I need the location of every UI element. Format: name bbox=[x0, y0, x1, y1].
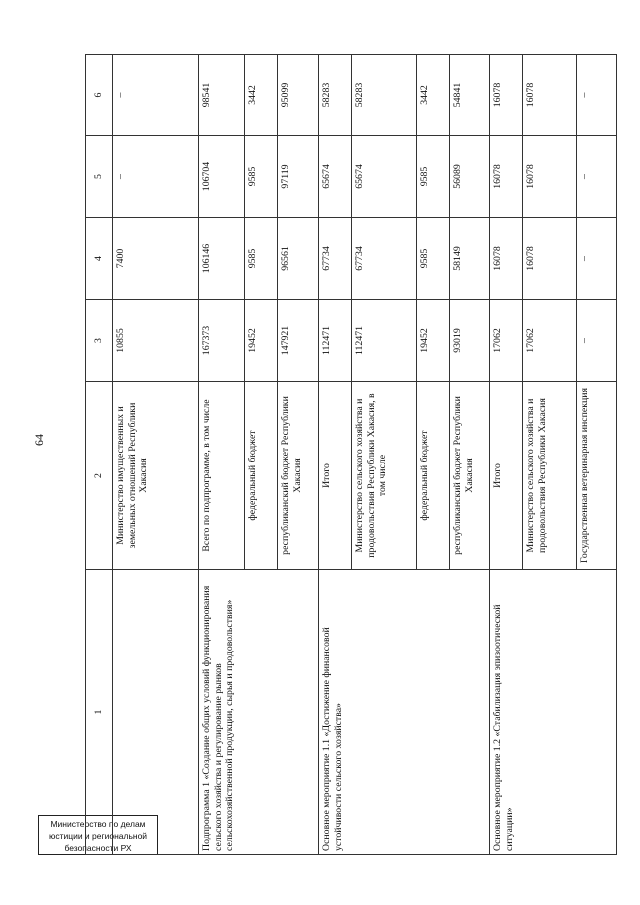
value-cell: 67734 bbox=[352, 218, 417, 300]
value-cell: 96561 bbox=[278, 218, 319, 300]
value-cell: 65674 bbox=[319, 136, 352, 218]
column-header: 1 bbox=[86, 570, 113, 855]
table-row bbox=[199, 55, 245, 855]
value-cell: 54841 bbox=[450, 55, 490, 136]
value-cell: – bbox=[113, 55, 199, 136]
table-row bbox=[490, 55, 523, 855]
value-cell: 16078 bbox=[523, 136, 577, 218]
budget-table bbox=[85, 54, 617, 855]
value-cell: – bbox=[577, 300, 617, 382]
value-cell: 67734 bbox=[319, 218, 352, 300]
program-cell: Основное мероприятие 1.2 «Стабилизация эпизоотической ситуации» bbox=[490, 570, 617, 855]
executor-cell: Итого bbox=[490, 382, 523, 570]
program-cell: Основное мероприятие 1.1 «Достижение финансовой устойчивости сельского хозяйства» bbox=[319, 570, 490, 855]
value-cell: 3442 bbox=[417, 55, 450, 136]
value-cell: 16078 bbox=[490, 218, 523, 300]
program-cell bbox=[113, 570, 199, 855]
value-cell: 17062 bbox=[523, 300, 577, 382]
value-cell: 10855 bbox=[113, 300, 199, 382]
value-cell: 9585 bbox=[245, 218, 278, 300]
value-cell: 19452 bbox=[245, 300, 278, 382]
executor-cell: Государственная ветеринарная инспекция bbox=[577, 382, 617, 570]
column-header: 6 bbox=[86, 55, 113, 136]
value-cell: 9585 bbox=[417, 218, 450, 300]
executor-cell: Министерство сельского хозяйства и продовольствия Республики Хакасия bbox=[523, 382, 577, 570]
value-cell: 93019 bbox=[450, 300, 490, 382]
value-cell: 98541 bbox=[199, 55, 245, 136]
page-number: 64 bbox=[32, 434, 46, 446]
table-row bbox=[319, 55, 352, 855]
executor-cell: Министерство имущественных и земельных отношений Республики Хакасия bbox=[113, 382, 199, 570]
header-row bbox=[86, 55, 113, 855]
value-cell: 56089 bbox=[450, 136, 490, 218]
executor-cell: федеральный бюджет bbox=[245, 382, 278, 570]
column-header: 4 bbox=[86, 218, 113, 300]
value-cell: 167373 bbox=[199, 300, 245, 382]
column-header: 5 bbox=[86, 136, 113, 218]
value-cell: – bbox=[577, 136, 617, 218]
value-cell: 58149 bbox=[450, 218, 490, 300]
value-cell: 97119 bbox=[278, 136, 319, 218]
program-cell: Подпрограмма 1 «Создание общих условий функционирования сельского хозяйства и регулирование рынков сельскохозяйственной продукции, сырья и продовольствия» bbox=[199, 570, 319, 855]
value-cell: 19452 bbox=[417, 300, 450, 382]
value-cell: 9585 bbox=[245, 136, 278, 218]
value-cell: 147921 bbox=[278, 300, 319, 382]
value-cell: 9585 bbox=[417, 136, 450, 218]
value-cell: – bbox=[113, 136, 199, 218]
value-cell: 16078 bbox=[523, 55, 577, 136]
value-cell: 3442 bbox=[245, 55, 278, 136]
executor-cell: Итого bbox=[319, 382, 352, 570]
table-row bbox=[113, 55, 199, 855]
value-cell: – bbox=[577, 55, 617, 136]
value-cell: 112471 bbox=[319, 300, 352, 382]
executor-cell: республиканский бюджет Республики Хакасия bbox=[278, 382, 319, 570]
value-cell: 16078 bbox=[523, 218, 577, 300]
stamp-line: юстиции и региональной bbox=[48, 831, 148, 841]
executor-cell: Всего по подпрограмме, в том числе bbox=[199, 382, 245, 570]
value-cell: 58283 bbox=[352, 55, 417, 136]
rotated-table-wrapper bbox=[85, 55, 610, 855]
value-cell: 7400 bbox=[113, 218, 199, 300]
value-cell: 16078 bbox=[490, 136, 523, 218]
value-cell: 65674 bbox=[352, 136, 417, 218]
column-header: 3 bbox=[86, 300, 113, 382]
value-cell: 112471 bbox=[352, 300, 417, 382]
value-cell: 16078 bbox=[490, 55, 523, 136]
value-cell: – bbox=[577, 218, 617, 300]
value-cell: 106146 bbox=[199, 218, 245, 300]
value-cell: 17062 bbox=[490, 300, 523, 382]
value-cell: 106704 bbox=[199, 136, 245, 218]
stamp-line: Министерство по делам bbox=[50, 819, 146, 829]
stamp-line: безопасности РХ bbox=[64, 843, 132, 853]
executor-cell: Министерство сельского хозяйства и продовольствия Республики Хакасия, в том числе bbox=[352, 382, 417, 570]
value-cell: 95099 bbox=[278, 55, 319, 136]
column-header: 2 bbox=[86, 382, 113, 570]
value-cell: 58283 bbox=[319, 55, 352, 136]
executor-cell: федеральный бюджет bbox=[417, 382, 450, 570]
executor-cell: республиканский бюджет Республики Хакасия bbox=[450, 382, 490, 570]
